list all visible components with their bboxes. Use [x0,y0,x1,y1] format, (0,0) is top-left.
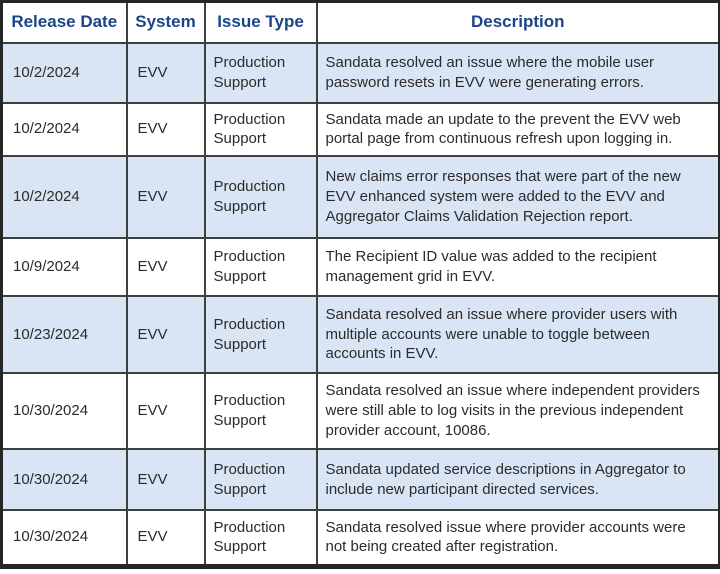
header-issue-type: Issue Type [205,2,317,43]
description-cell: New claims error responses that were part of the new EVV enhanced system were added to the EVV and Aggregator Claims Validation Rejection report. [317,156,720,238]
table-row [2,238,720,296]
table-row [2,156,720,238]
table-row [2,510,720,566]
release-date-cell: 10/2/2024 [2,43,127,103]
release-date-cell: 10/2/2024 [2,156,127,238]
description-cell: The Recipient ID value was added to the recipient management grid in EVV. [317,238,720,296]
issue-type-cell: Production Support [205,43,317,103]
table-row [2,449,720,510]
system-cell: EVV [127,296,205,373]
system-cell: EVV [127,103,205,157]
header-row [2,2,720,43]
issue-type-cell: Production Support [205,296,317,373]
issue-type-cell: Production Support [205,510,317,566]
table-row [2,43,720,103]
description-cell: Sandata made an update to the prevent the EVV web portal page from continuous refresh upon logging in. [317,103,720,157]
table-row [2,296,720,373]
release-date-cell: 10/2/2024 [2,103,127,157]
system-cell: EVV [127,373,205,449]
release-date-cell: 10/30/2024 [2,510,127,566]
issue-type-cell: Production Support [205,238,317,296]
description-cell: Sandata resolved issue where provider accounts were not being created after registration. [317,510,720,566]
description-cell: Sandata resolved an issue where provider users with multiple accounts were unable to toggle between accounts in EVV. [317,296,720,373]
system-cell: EVV [127,449,205,510]
system-cell: EVV [127,43,205,103]
issue-type-cell: Production Support [205,373,317,449]
system-cell: EVV [127,238,205,296]
table-row [2,373,720,449]
description-cell: Sandata updated service descriptions in Aggregator to include new participant directed services. [317,449,720,510]
release-date-cell: 10/9/2024 [2,238,127,296]
release-date-cell: 10/23/2024 [2,296,127,373]
table-body [2,43,720,567]
issue-type-cell: Production Support [205,156,317,238]
table-row [2,103,720,157]
issue-type-cell: Production Support [205,103,317,157]
header-system: System [127,2,205,43]
description-cell: Sandata resolved an issue where independent providers were still able to log visits in the previous independent provider account, 10086. [317,373,720,449]
description-cell: Sandata resolved an issue where the mobile user password resets in EVV were generating errors. [317,43,720,103]
issue-type-cell: Production Support [205,449,317,510]
header-description: Description [317,2,720,43]
system-cell: EVV [127,156,205,238]
header-release-date: Release Date [2,2,127,43]
release-date-cell: 10/30/2024 [2,373,127,449]
release-date-cell: 10/30/2024 [2,449,127,510]
system-cell: EVV [127,510,205,566]
